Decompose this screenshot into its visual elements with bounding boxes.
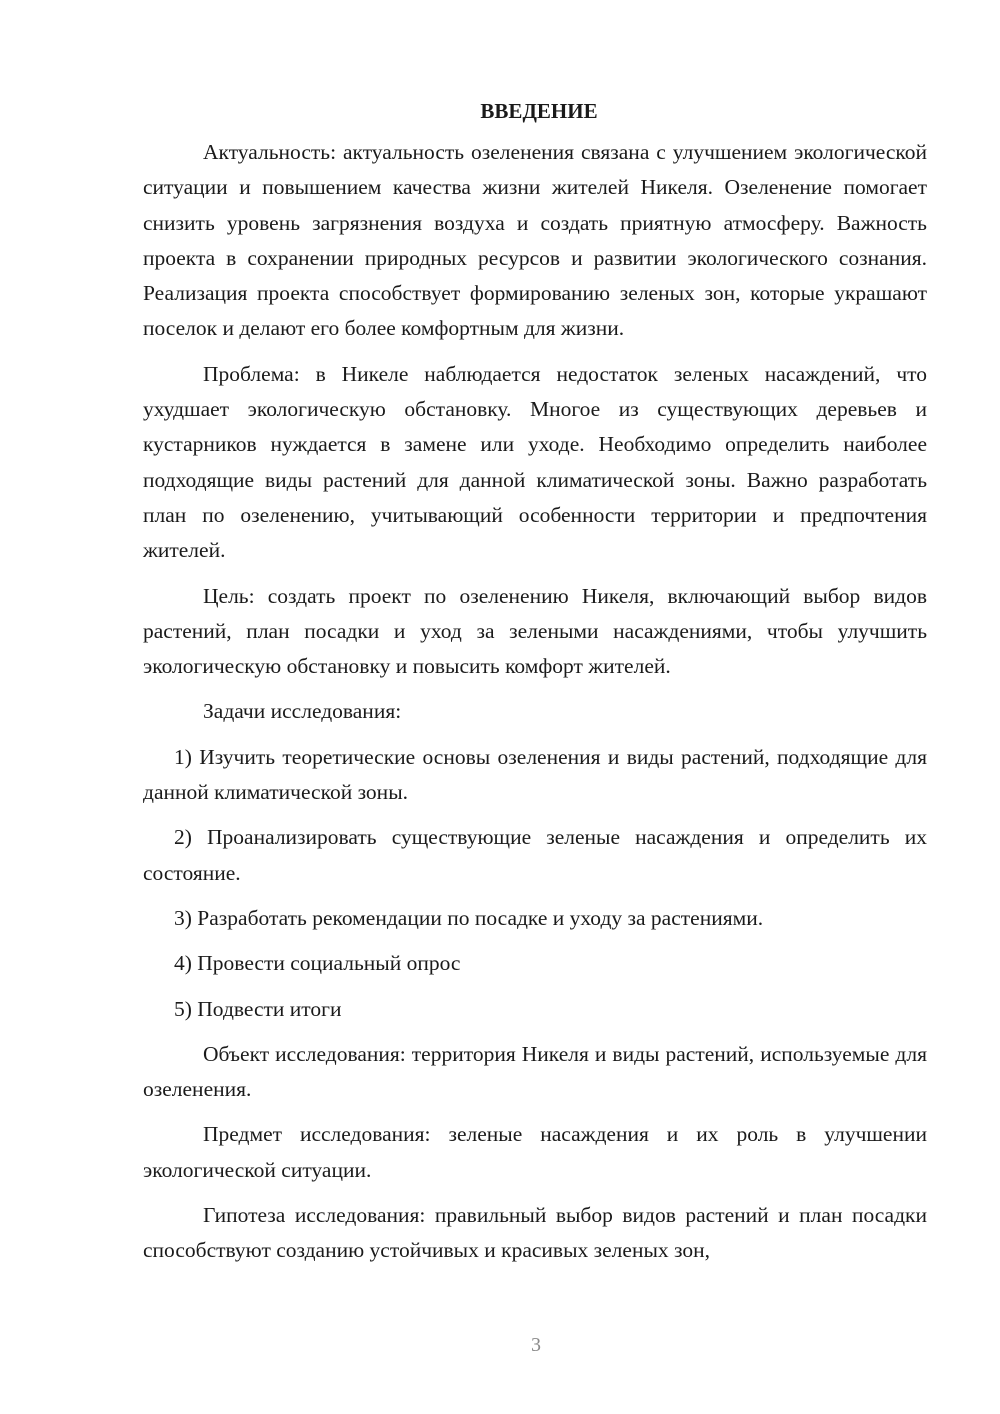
list-item-task-4: 4) Провести социальный опрос: [174, 951, 461, 976]
paragraph-problem: Проблема: в Никеле наблюдается недостаток зеленых насаждений, что ухудшает экологическую обстановку. Многое из существующих деревьев и кустарников нуждается в замене или уходе. Необходимо определить наиболее подходящие виды растений для данной климатической зоны. Важно разработать план по озеленению, учитывающий особенности территории и предпочтения жителей.: [143, 361, 927, 563]
list-item-task-5: 5) Подвести итоги: [174, 996, 342, 1021]
list-item-task-1: 1) Изучить теоретические основы озеленения и виды растений, подходящие для данной климатической зоны.: [143, 744, 927, 805]
tasks-heading: Задачи исследования:: [203, 699, 402, 724]
page-number: 3: [531, 1334, 541, 1356]
page-title: ВВЕДЕНИЕ: [480, 99, 598, 123]
paragraph-object: Объект исследования: территория Никеля и виды растений, используемые для озеленения.: [143, 1041, 927, 1102]
paragraph-relevance: Актуальность: актуальность озеленения связана с улучшением экологической ситуации и повышением качества жизни жителей Никеля. Озеленение помогает снизить уровень загрязнения воздуха и создать приятную атмосферу. Важность проекта в сохранении природных ресурсов и развитии экологического сознания. Реализация проекта способствует формированию зеленых зон, которые украшают поселок и делают его более комфортным для жизни.: [143, 140, 927, 341]
document-page: [143, 96, 927, 1269]
paragraph-subject: Предмет исследования: зеленые насаждения и их роль в улучшении экологической ситуации.: [143, 1122, 927, 1182]
paragraph-hypothesis: Гипотеза исследования: правильный выбор видов растений и план посадки способствуют созданию устойчивых и красивых зеленых зон,: [143, 1203, 927, 1263]
list-item-task-2: 2) Проанализировать существующие зеленые насаждения и определить их состояние.: [143, 825, 927, 885]
paragraph-goal: Цель: создать проект по озеленению Никеля, включающий выбор видов растений, план посадки и уход за зелеными насаждениями, чтобы улучшить экологическую обстановку и повысить комфорт жителей.: [143, 583, 927, 679]
list-item-task-3: 3) Разработать рекомендации по посадке и уходу за растениями.: [174, 905, 764, 930]
